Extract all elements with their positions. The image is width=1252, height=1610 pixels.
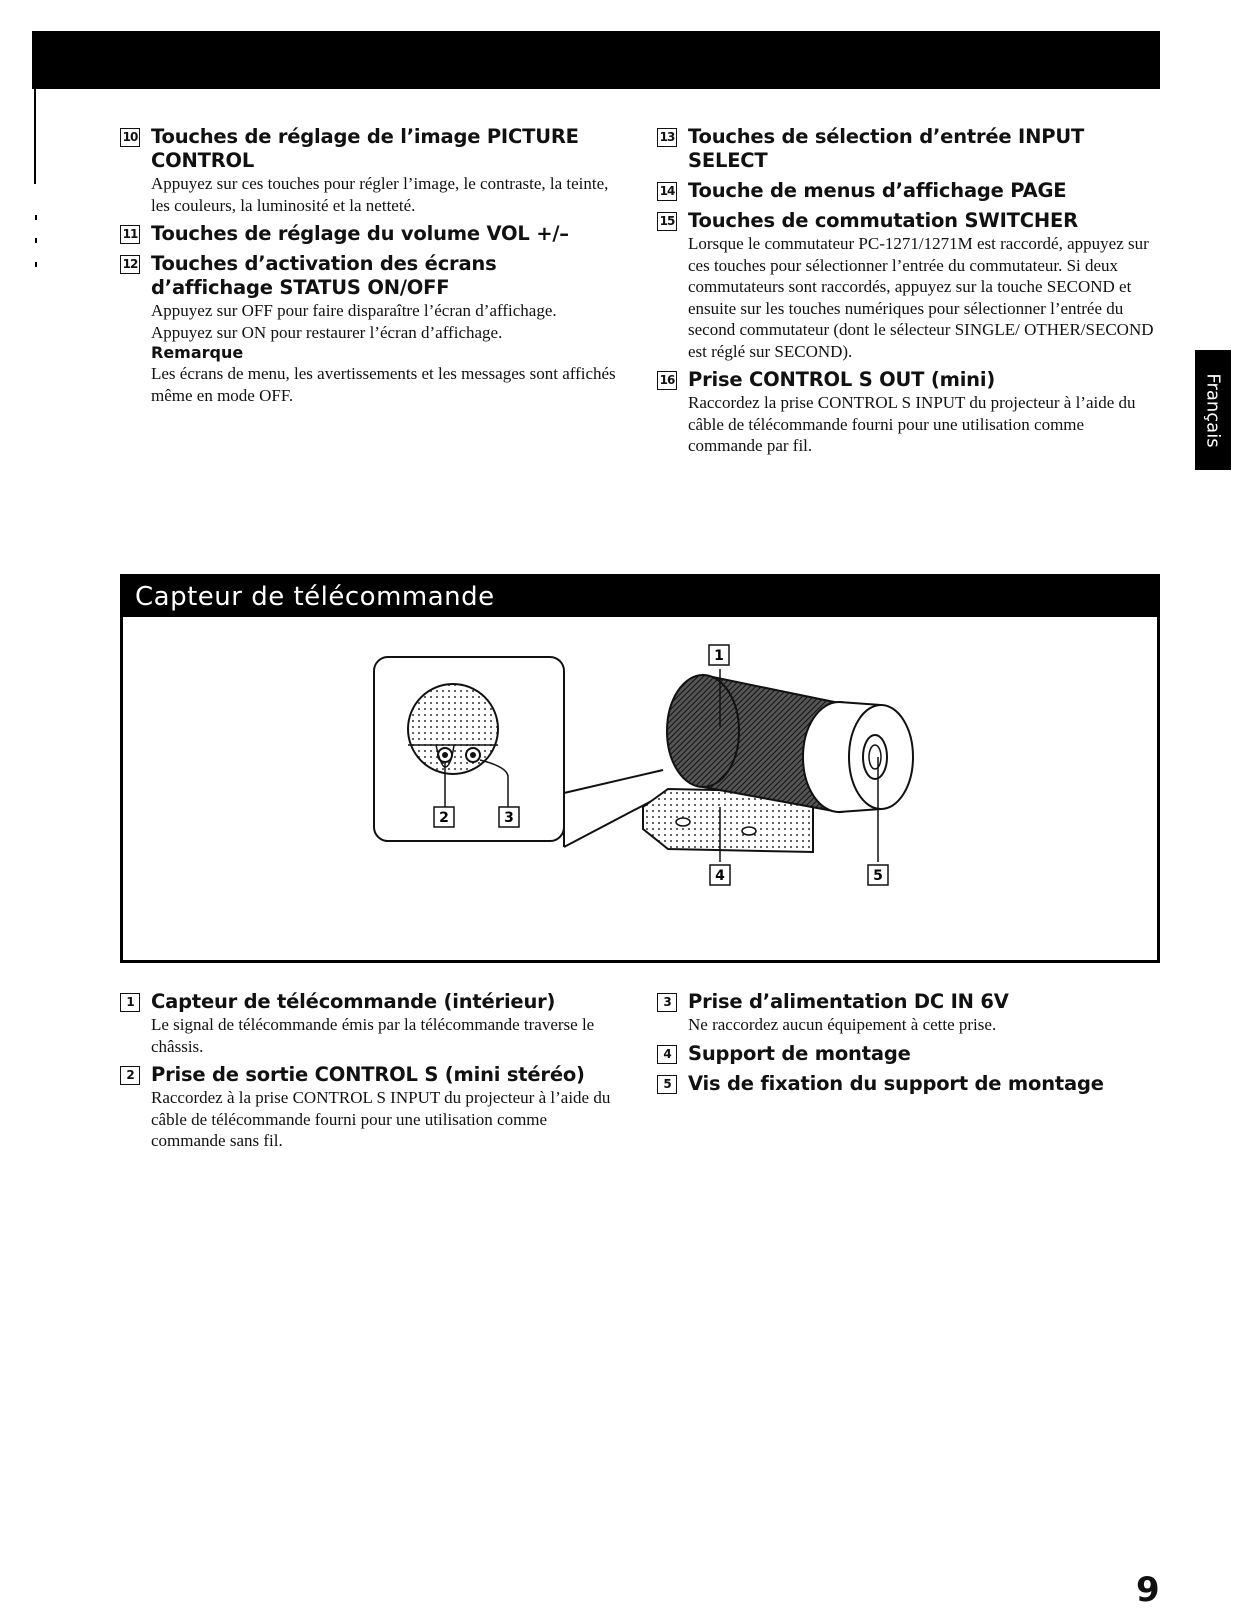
callout-number-b5: 5 bbox=[657, 1075, 677, 1094]
callout-number-b2: 2 bbox=[120, 1066, 140, 1085]
item-15-body: Lorsque le commutateur PC-1271/1271M est raccordé, appuyez sur ces touches pour sélectionner l’entrée du commutateur. Si deux commutateurs sont raccordés, appuyez sur la touche SECOND et ensuite sur les touches numériques pour sélectionner l’entrée du second commutateur (dont le sélecteur SINGLE/ OTHER/SECOND est réglé sur SECOND). bbox=[688, 234, 1154, 361]
item-b3-title: Prise d’alimentation DC IN 6V bbox=[688, 990, 1009, 1013]
callout-number-b1: 1 bbox=[120, 993, 140, 1012]
callout-5 bbox=[868, 865, 888, 885]
callout-number-12: 12 bbox=[120, 255, 140, 274]
item-b1-body: Le signal de télécommande émis par la télécommande traverse le châssis. bbox=[151, 1015, 595, 1056]
item-16-title: Prise CONTROL S OUT (mini) bbox=[688, 368, 996, 391]
callout-2 bbox=[434, 807, 454, 827]
item-12-body-2: Appuyez sur ON pour restaurer l’écran d’affichage. bbox=[151, 322, 503, 342]
svg-text:1: 1 bbox=[714, 648, 724, 664]
header-bar bbox=[32, 31, 1160, 89]
item-b5-title: Vis de fixation du support de montage bbox=[688, 1071, 1104, 1095]
svg-text:2: 2 bbox=[439, 810, 449, 826]
svg-text:4: 4 bbox=[715, 868, 725, 884]
language-tab-label: Français bbox=[1202, 372, 1224, 448]
item-b2-title: Prise de sortie CONTROL S (mini stéréo) bbox=[151, 1063, 585, 1086]
item-13-heading bbox=[657, 125, 1157, 173]
item-b2-heading bbox=[120, 1063, 620, 1087]
remote-sensor-diagram bbox=[123, 617, 1157, 960]
bottom-left-column bbox=[120, 990, 620, 1152]
item-b4-title: Support de montage bbox=[688, 1041, 911, 1065]
item-10-body: Appuyez sur ces touches pour régler l’image, le contraste, la teinte, les couleurs, la luminosité et la netteté. bbox=[151, 174, 609, 215]
item-13-title: Touches de sélection d’entrée INPUT SELECT bbox=[688, 125, 1085, 172]
page-number: 9 bbox=[1136, 1570, 1160, 1610]
item-b1-heading bbox=[120, 990, 620, 1014]
callout-number-11: 11 bbox=[120, 225, 140, 244]
item-15-title: Touches de commutation SWITCHER bbox=[688, 209, 1078, 232]
callout-1 bbox=[709, 645, 729, 665]
callout-3 bbox=[499, 807, 519, 827]
callout-number-b3: 3 bbox=[657, 993, 677, 1012]
margin-rule bbox=[34, 88, 36, 184]
item-14-title: Touche de menus d’affichage PAGE bbox=[688, 179, 1067, 202]
item-12-heading bbox=[120, 252, 620, 300]
section-title: Capteur de télécommande bbox=[135, 582, 495, 612]
item-16-body: Raccordez la prise CONTROL S INPUT du projecteur à l’aide du câble de télécommande fourni pour une utilisation comme commande par fil. bbox=[688, 393, 1136, 455]
margin-tick bbox=[35, 262, 37, 267]
callout-number-16: 16 bbox=[657, 371, 677, 390]
item-12-body: Appuyez sur OFF pour faire disparaître l’écran d’affichage. bbox=[151, 301, 557, 320]
margin-tick bbox=[35, 238, 37, 243]
item-10-title: Touches de réglage de l’image PICTURE CONTROL bbox=[151, 125, 579, 172]
item-b3-heading bbox=[657, 990, 1157, 1014]
item-b1-title: Capteur de télécommande (intérieur) bbox=[151, 990, 556, 1013]
item-11-heading bbox=[120, 222, 620, 246]
bottom-right-column bbox=[657, 990, 1157, 1096]
top-right-column bbox=[657, 125, 1157, 457]
item-11-title: Touches de réglage du volume VOL +/– bbox=[151, 222, 569, 245]
callout-number-14: 14 bbox=[657, 182, 677, 201]
callout-number-10: 10 bbox=[120, 128, 140, 147]
item-14-heading bbox=[657, 179, 1157, 203]
margin-tick bbox=[35, 215, 37, 220]
remote-sensor-section bbox=[120, 574, 1160, 963]
item-16-heading bbox=[657, 368, 1157, 392]
item-15-heading bbox=[657, 209, 1157, 233]
item-b2-body: Raccordez à la prise CONTROL S INPUT du projecteur à l’aide du câble de télécommande fourni pour une utilisation comme commande sans fil. bbox=[151, 1088, 611, 1150]
note-title: Remarque bbox=[151, 343, 244, 362]
item-b5-heading bbox=[657, 1072, 1157, 1096]
language-tab bbox=[1195, 350, 1231, 470]
item-12-title: Touches d’activation des écrans d’affichage STATUS ON/OFF bbox=[151, 252, 497, 299]
callout-4 bbox=[710, 865, 730, 885]
top-left-column bbox=[120, 125, 620, 406]
callout-number-13: 13 bbox=[657, 128, 677, 147]
svg-text:5: 5 bbox=[873, 868, 883, 884]
svg-text:3: 3 bbox=[504, 810, 514, 826]
callout-number-b4: 4 bbox=[657, 1045, 677, 1064]
note-body: Les écrans de menu, les avertissements et les messages sont affichés même en mode OFF. bbox=[151, 364, 616, 405]
callout-number-15: 15 bbox=[657, 212, 677, 231]
item-b4-heading bbox=[657, 1042, 1157, 1066]
item-b3-body: Ne raccordez aucun équipement à cette prise. bbox=[688, 1015, 997, 1034]
item-10-heading bbox=[120, 125, 620, 173]
